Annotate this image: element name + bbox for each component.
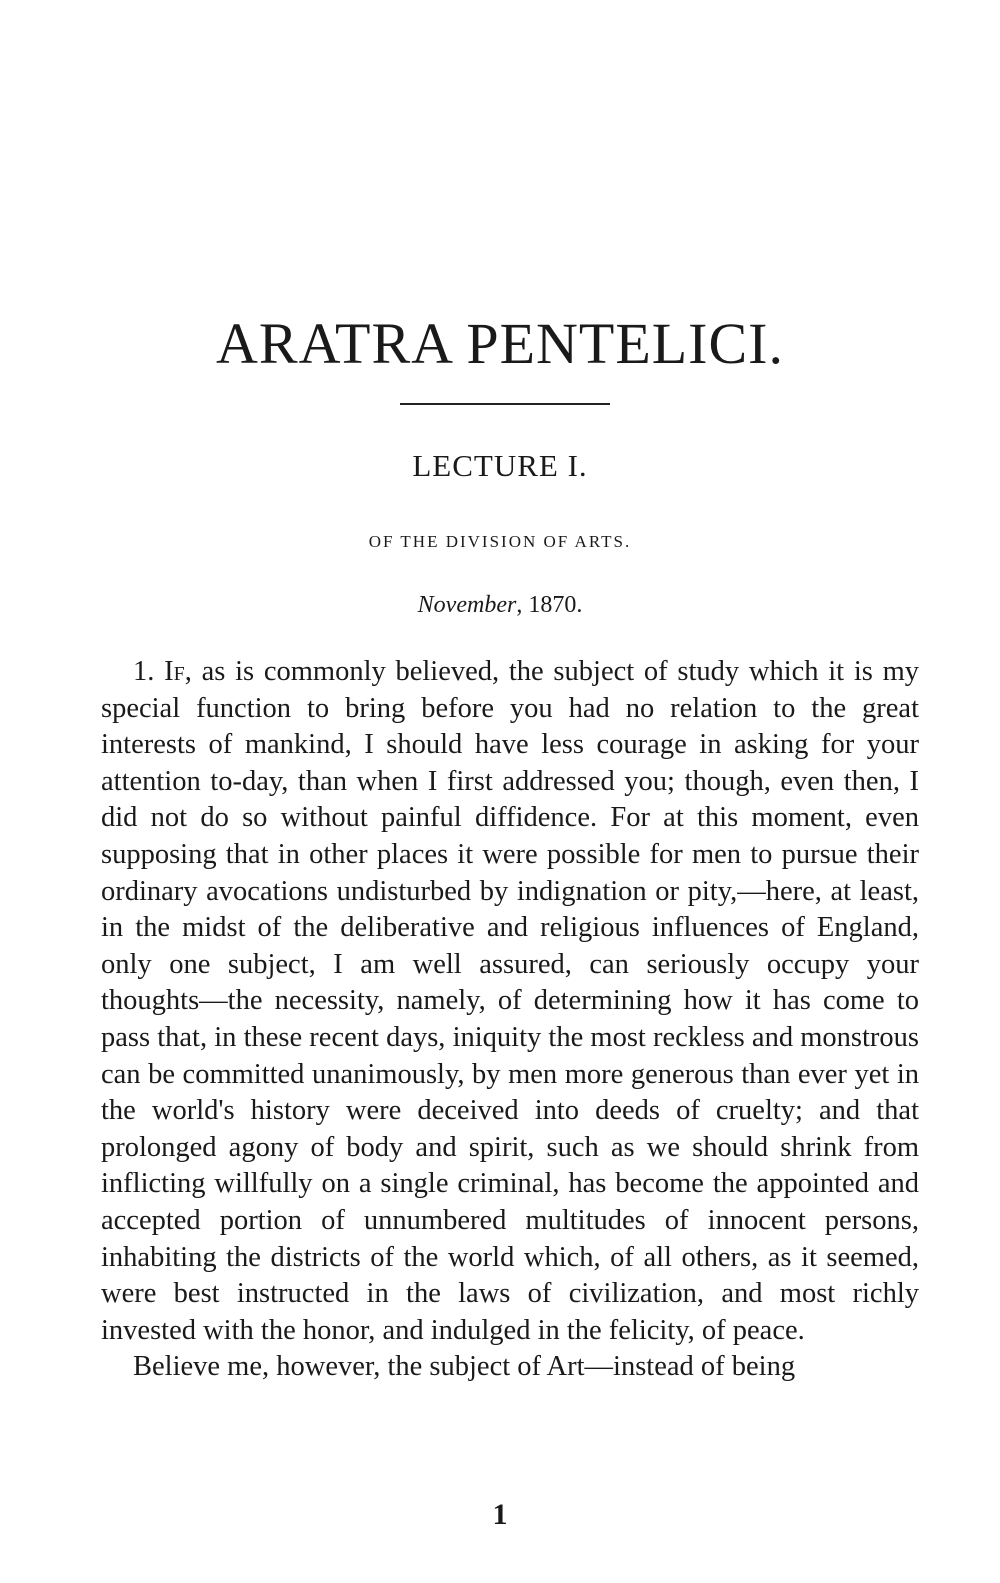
paragraph-number: 1. — [133, 656, 155, 687]
lecture-heading: LECTURE I. — [412, 448, 588, 483]
book-title: ARATRA PENTELICI. — [216, 311, 784, 376]
body-text — [101, 654, 919, 1386]
date-month: November — [417, 592, 517, 618]
lecture-date — [0, 592, 1000, 619]
date-year: , 1870. — [516, 592, 583, 618]
paragraph-lead-word: If — [164, 656, 185, 687]
title-divider — [400, 403, 610, 405]
paragraph-1-text: , as is commonly believed, the subject of study which it is my special function to bring before you had no relation to the great interests of mankind, I should have less courage in asking for your attention to-day, than when I first addressed you; though, even then, I did not do so without painful diffidence. For at this moment, even supposing that in other places it were possible for men to pursue their ordinary avocations undisturbed by indignation or pity,—here, at least, in the midst of the deliberative and religious influences of England, only one subject, I am well assured, can seriously occupy your thoughts—the necessity, namely, of determining how it has come to pass that, in these recent days, iniquity the most reckless and monstrous can be committed unanimously, by men more generous than ever yet in the world's history were deceived into deeds of cruelty; and that prolonged agony of body and spirit, such as we should shrink from inflicting willfully on a single criminal, has become the appointed and accepted portion of unnumbered multitudes of innocent persons, inhabiting the districts of the world which, of all others, as it seemed, were best instructed in the laws of civilization, and most richly invested with the honor, and indulged in the felicity, of peace. — [101, 656, 920, 1346]
page-number: 1 — [492, 1498, 508, 1531]
lecture-subtitle: OF THE DIVISION OF ARTS. — [368, 532, 632, 551]
paragraph-1 — [101, 654, 919, 1349]
paragraph-2: Believe me, however, the subject of Art—instead of being — [133, 1351, 796, 1383]
